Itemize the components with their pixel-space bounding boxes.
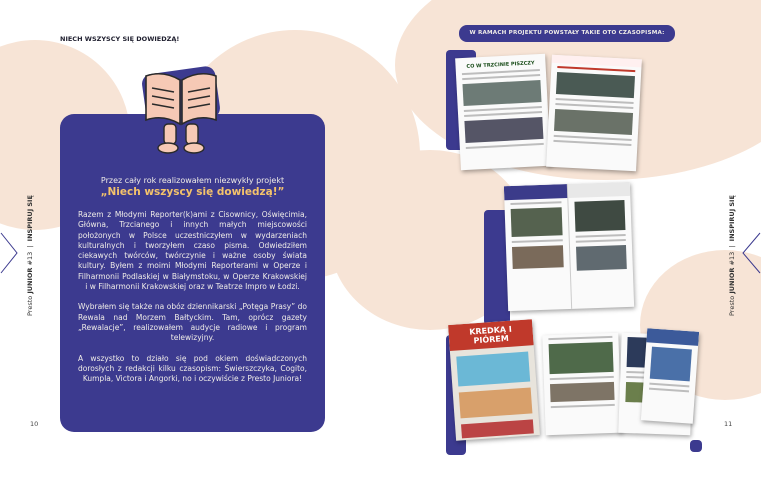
paragraph-3: A wszystko to działo się pod okiem doświadczonych dorosłych z redakcji kilku czasopism: Świerszczyka, Cogito, Kumpla, Victora i Angorki, no i oczywiście z Presto Juniora! [78,353,307,384]
sidebar-junior: JUNIOR [26,267,34,294]
sidebar-issue: #13 [26,251,34,266]
magazine-2 [504,182,634,311]
magazine-3-title: KREDKĄ I PIÓREM [448,319,534,351]
next-page-arrow-icon[interactable] [742,232,761,274]
sidebar-left: Presto JUNIOR #13 | INSPIRUJ SIĘ [26,195,34,316]
magazine-1-left [455,54,551,171]
sidebar-brand: Presto [26,295,34,316]
project-name: „Niech wszyscy się dowiedzą!” [100,186,285,198]
paragraph-1: Razem z Młodymi Reporter(k)ami z Cisownicy, Oświęcimia, Główna, Trzcianego i innych małych miejscowości położonych w Polsce uczestniczyłem w wydarzeniach kulturalnych i tworzyłem czaso pisma. Odwiedziłem ciekawych twórców, twórczynie i ważne osoby świata kultury. Byłem z moimi Młodymi Reporterami w Operze i Filharmonii Podlaskiej w Białymstoku, w Operze Krakowskiej i w Filharmonii Krakowskiej oraz w Teatrze Impro w Łodzi. [78,210,307,292]
newspaper-reader-icon [138,62,224,158]
page-heading: NIECH WSZYSCY SIĘ DOWIEDZĄ! [60,35,180,43]
sidebar-right: Presto JUNIOR #13 | INSPIRUJ SIĘ [728,195,736,316]
sidebar-section: INSPIRUJ SIĘ [26,195,34,242]
magazine-4-left [542,333,621,436]
magazines-banner: W RAMACH PROJEKTU POWSTAŁY TAKIE OTO CZASOPISMA: [459,25,675,42]
sidebar-section: INSPIRUJ SIĘ [728,195,736,242]
mag-backing-4 [690,440,702,452]
intro [80,176,305,198]
sidebar-issue: #13 [728,251,736,266]
magazine-1-right [546,55,642,172]
magazine-3-cover [448,319,540,441]
prev-page-arrow-icon[interactable] [0,232,16,272]
sidebar-brand: Presto [728,295,736,316]
magazine-5 [641,328,699,423]
paragraph-2: Wybrałem się także na obóz dziennikarski „Potęga Prasy” do Rewala nad Morzem Bałtyckim. Tam, oprócz gazety „Rewalacje”, realizowałem audycje radiowe i program telewizyjny. [78,302,307,343]
page-number-left: 10 [30,420,39,428]
intro-line: Przez cały rok realizowałem niezwykły projekt [100,176,285,185]
body-text [78,210,307,394]
page-number-right: 11 [724,420,733,428]
sidebar-junior: JUNIOR [728,267,736,294]
magazine-1-title: CO W TRZCINIE PISZCZY [466,60,535,70]
